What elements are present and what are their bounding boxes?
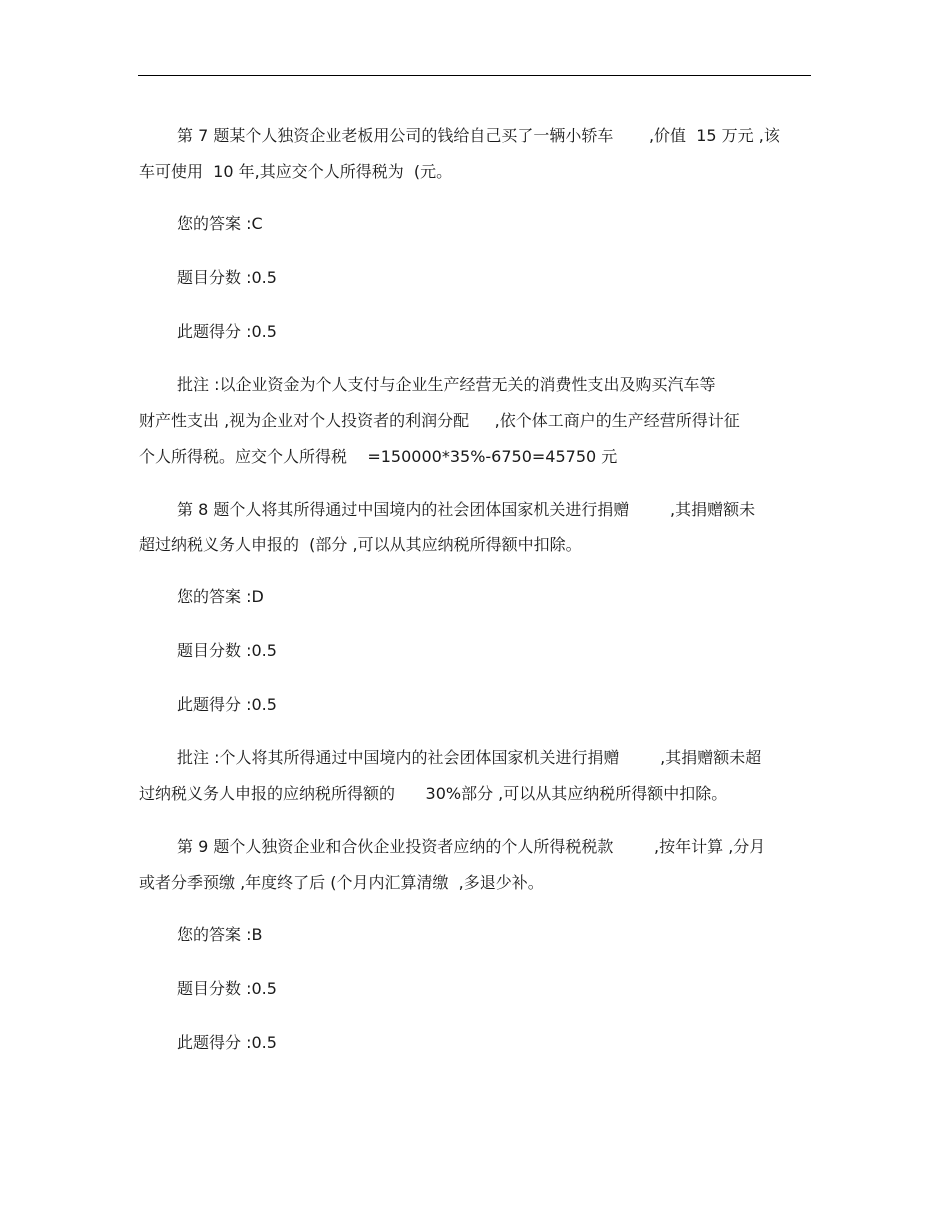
question-8-score: 此题得分 :0.5 — [177, 695, 277, 714]
question-8-text-line-2: 超过纳税义务人申报的 (部分 ,可以从其应纳税所得额中扣除。 — [139, 535, 582, 554]
question-9-text-line-2: 或者分季预缴 ,年度终了后 (个月内汇算清缴 ,多退少补。 — [139, 873, 544, 892]
question-9-points: 题目分数 :0.5 — [177, 979, 277, 998]
question-7-note-line-3: 个人所得税。应交个人所得税 =150000*35%-6750=45750 元 — [139, 447, 618, 466]
question-8-answer: 您的答案 :D — [177, 587, 264, 606]
question-7-note-line-2: 财产性支出 ,视为企业对个人投资者的利润分配 ,依个体工商户的生产经营所得计征 — [139, 411, 740, 430]
question-8-text-line-1: 第 8 题个人将其所得通过中国境内的社会团体国家机关进行捐赠 ,其捐赠额未 — [177, 500, 756, 519]
question-9-text-line-1: 第 9 题个人独资企业和合伙企业投资者应纳的个人所得税税款 ,按年计算 ,分月 — [177, 837, 766, 856]
question-8-points: 题目分数 :0.5 — [177, 641, 277, 660]
question-9-score: 此题得分 :0.5 — [177, 1033, 277, 1052]
question-7-text-line-2: 车可使用 10 年,其应交个人所得税为 (元。 — [139, 162, 453, 181]
question-7-points: 题目分数 :0.5 — [177, 268, 277, 287]
question-7-answer: 您的答案 :C — [177, 214, 263, 233]
question-7-text-line-1: 第 7 题某个人独资企业老板用公司的钱给自己买了一辆小轿车 ,价值 15 万元 ,该 — [177, 126, 780, 145]
question-7-note-line-1: 批注 :以企业资金为个人支付与企业生产经营无关的消费性支出及购买汽车等 — [177, 375, 716, 394]
question-7-score: 此题得分 :0.5 — [177, 322, 277, 341]
question-8-note-line-1: 批注 :个人将其所得通过中国境内的社会团体国家机关进行捐赠 ,其捐赠额未超 — [177, 748, 762, 767]
header-rule — [138, 75, 811, 76]
question-8-note-line-2: 过纳税义务人申报的应纳税所得额的 30%部分 ,可以从其应纳税所得额中扣除。 — [139, 784, 728, 803]
question-9-answer: 您的答案 :B — [177, 925, 263, 944]
